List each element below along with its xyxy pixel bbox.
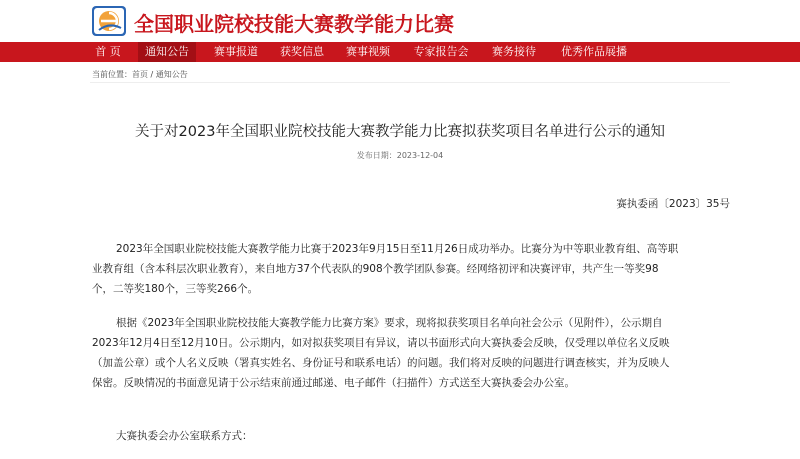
site-logo-icon[interactable] — [91, 3, 127, 39]
site-title[interactable]: 全国职业院校技能大赛教学能力比赛 — [134, 12, 454, 36]
main-navigation — [0, 42, 800, 62]
nav-item-showcase[interactable]: 优秀作品展播 — [561, 45, 627, 58]
nav-item-home[interactable]: 首 页 — [95, 45, 121, 58]
paragraph-line: （加盖公章）或个人名义反映（署真实姓名、身份证号和联系电话）的问题。我们将对反映的问题进行调查核实，并为反映人 — [92, 357, 670, 369]
publish-date: 发布日期：2023-12-04 — [356, 151, 444, 160]
article-title: 关于对2023年全国职业院校技能大赛教学能力比赛拟获奖项目名单进行公示的通知 — [135, 124, 665, 140]
paragraph-line: 根据《2023年全国职业院校技能大赛教学能力比赛方案》要求，现将拟获奖项目名单向社会公示（见附件），公示期自 — [116, 317, 663, 329]
nav-item-awards[interactable]: 获奖信息 — [280, 45, 324, 58]
article-paragraph-2 — [92, 313, 732, 393]
nav-item-reports[interactable]: 赛事报道 — [214, 45, 258, 58]
contact-label: 大赛执委会办公室联系方式： — [116, 430, 253, 442]
paragraph-line: 2023年全国职业院校技能大赛教学能力比赛于2023年9月15日至11月26日成功举办。比赛分为中等职业教育组、高等职 — [116, 243, 679, 255]
document-number: 赛执委函〔2023〕35号 — [616, 198, 730, 210]
paragraph-line: 保密。反映情况的书面意见请于公示结束前通过邮递、电子邮件（扫描件）方式送至大赛执委会办公室。 — [92, 377, 575, 389]
paragraph-line: 个，二等奖180个，三等奖266个。 — [92, 283, 259, 295]
paragraph-line: 业教育组（含本科层次职业教育），来自地方37个代表队的908个教学团队参赛。经网络初评和决赛评审，共产生一等奖98 — [92, 263, 659, 275]
paragraph-line: 2023年12月4日至12月10日。公示期内，如对拟获奖项目有异议，请以书面形式向大赛执委会反映，仅受理以单位名义反映 — [92, 337, 670, 349]
nav-item-reception[interactable]: 赛务接待 — [492, 45, 536, 58]
nav-item-expert-talks[interactable]: 专家报告会 — [413, 45, 469, 58]
breadcrumb[interactable]: 当前位置：首页 / 通知公告 — [92, 70, 188, 79]
article-paragraph-1 — [92, 239, 732, 299]
nav-item-videos[interactable]: 赛事视频 — [346, 45, 390, 58]
nav-item-notices[interactable]: 通知公告 — [138, 42, 196, 62]
divider — [90, 82, 730, 83]
site-header — [0, 0, 800, 42]
